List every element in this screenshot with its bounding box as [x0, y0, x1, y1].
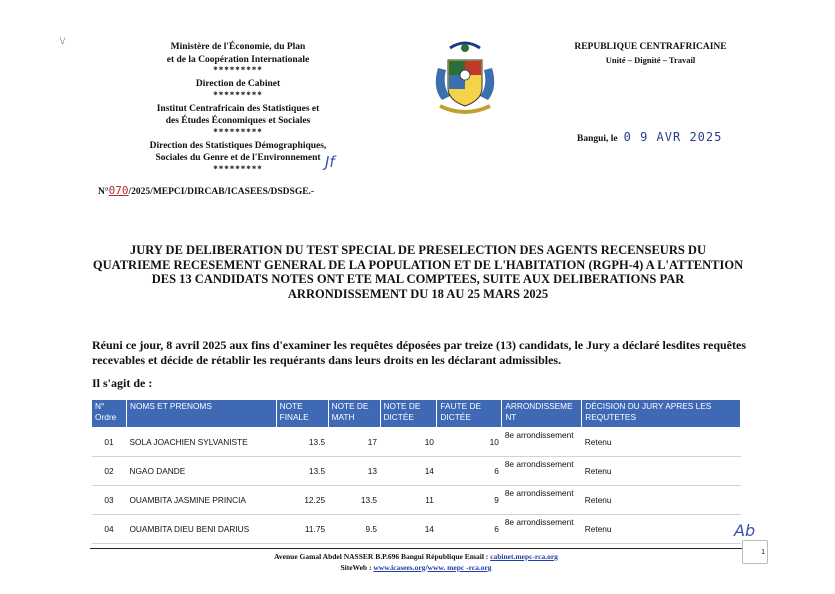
- ministry-header: [118, 41, 358, 174]
- ministry-name-line2: et de la Coopération Internationale: [166, 54, 310, 65]
- footer-address-line: [90, 551, 742, 562]
- institute-name: Institut Centrafricain des Statistiques et: [156, 103, 320, 114]
- district-cell: 8e arrondissement: [502, 515, 582, 544]
- column-header: ARRONDISSEME NT: [502, 400, 582, 428]
- footer-website-label: SiteWeb :: [340, 563, 372, 572]
- column-header: NOTE DE DICTÉE: [380, 400, 437, 428]
- column-header: DÉCISION DU JURY APRES LES REQUTETES: [582, 400, 741, 428]
- page-number: 1: [742, 540, 768, 564]
- separator-stars: *********: [213, 89, 263, 100]
- coat-of-arms-emblem: [430, 38, 500, 118]
- handwritten-date: 0 9 AVR 2025: [623, 130, 723, 144]
- table-header-row: [92, 400, 741, 428]
- order-cell: 03: [92, 486, 127, 515]
- separator-stars: *********: [213, 65, 263, 75]
- column-header: N° Ordre: [92, 400, 127, 428]
- footer-email-link[interactable]: cabinet.mepc-rca.org: [490, 552, 558, 561]
- order-cell: 01: [92, 428, 127, 457]
- column-header: NOMS ET PRENOMS: [126, 400, 276, 428]
- footer-address: Avenue Gamal Abdel NASSER B.P.696 Bangui République Email :: [274, 552, 489, 561]
- district-cell: 8e arrondissement: [502, 457, 582, 486]
- dictation-errors-cell: 9: [437, 486, 502, 515]
- column-header: NOTE FINALE: [276, 400, 328, 428]
- decision-cell: Retenu: [582, 486, 741, 515]
- final-grade-cell: 13.5: [276, 457, 328, 486]
- dictation-errors-cell: 6: [437, 457, 502, 486]
- separator-stars: *********: [213, 126, 263, 137]
- order-cell: 04: [92, 515, 127, 544]
- dictation-errors-cell: 6: [437, 515, 502, 544]
- dictation-grade-cell: 10: [380, 428, 437, 457]
- math-grade-cell: 9.5: [328, 515, 380, 544]
- final-grade-cell: 13.5: [276, 428, 328, 457]
- decision-cell: Retenu: [582, 457, 741, 486]
- reference-number: [98, 184, 314, 197]
- name-cell: NGAO DANDE: [126, 457, 276, 486]
- footer-website-link[interactable]: www.icasees.org: [373, 563, 426, 572]
- district-cell: 8e arrondissement: [502, 428, 582, 457]
- document-footer: [90, 551, 742, 573]
- order-cell: 02: [92, 457, 127, 486]
- reference-suffix: /2025/MEPCI/DIRCAB/ICASEES/DSDSGE.-: [128, 187, 315, 197]
- decision-cell: Retenu: [582, 428, 741, 457]
- republic-motto: Unité – Dignité – Travail: [605, 55, 696, 65]
- dictation-grade-cell: 11: [380, 486, 437, 515]
- math-grade-cell: 13: [328, 457, 380, 486]
- footer-website-line: [90, 562, 742, 573]
- tick-mark: \/: [60, 36, 66, 46]
- table-row: [92, 515, 741, 544]
- date-place: Bangui, le: [577, 134, 618, 144]
- handwritten-initials: Jf: [325, 153, 335, 171]
- direction-name: Direction des Statistiques Démographiques,: [149, 140, 327, 151]
- list-intro: Il s'agit de :: [92, 376, 153, 390]
- dictation-grade-cell: 14: [380, 457, 437, 486]
- decision-cell: Retenu: [582, 515, 741, 544]
- reference-prefix: N°: [98, 187, 109, 197]
- intro-paragraph: Réuni ce jour, 8 avril 2025 aux fins d'examiner les requêtes déposées par treize (13) candidats, le Jury a déclaré lesdites requêtes recevables et décide de rétablir les requérants dans leurs droits en les déclarant admissibles.: [92, 338, 746, 367]
- name-cell: OUAMBITA JASMINE PRINCIA: [126, 486, 276, 515]
- separator-stars: *********: [213, 163, 263, 174]
- column-header: FAUTE DE DICTÉE: [437, 400, 502, 428]
- handwritten-signature: Ab: [734, 521, 756, 540]
- institute-name-line2: des Études Économiques et Sociales: [165, 116, 311, 126]
- republic-header: [558, 41, 743, 67]
- table-row: [92, 486, 741, 515]
- math-grade-cell: 13.5: [328, 486, 380, 515]
- republic-name: REPUBLIQUE CENTRAFRICAINE: [574, 42, 727, 52]
- final-grade-cell: 11.75: [276, 515, 328, 544]
- direction-name-line2: Sociales du Genre et de l'Environnement: [155, 153, 321, 163]
- district-cell: 8e arrondissement: [502, 486, 582, 515]
- name-cell: OUAMBITA DIEU BENI DARIUS: [126, 515, 276, 544]
- dictation-grade-cell: 14: [380, 515, 437, 544]
- date-line: [577, 130, 722, 144]
- footer-divider: [90, 548, 742, 549]
- document-title: JURY DE DELIBERATION DU TEST SPECIAL DE PRESELECTION DES AGENTS RECENSEURS DU QUATRIEME RECESEMENT GENERAL DE LA POPULATION ET DE L'HABITATION (RGPH-4) A L'ATTENTION DES 13 CANDIDATS NOTES ONT ETE MAL COMPTEES, SUITE AUX DELIBERATIONS PAR ARRONDISSEMENT DU 18 AU 25 MARS 2025: [92, 243, 744, 301]
- column-header: NOTE DE MATH: [328, 400, 380, 428]
- final-grade-cell: 12.25: [276, 486, 328, 515]
- table-row: [92, 457, 741, 486]
- reference-handwritten-number: 070: [108, 184, 129, 197]
- name-cell: SOLA JOACHIEN SYLVANISTE: [126, 428, 276, 457]
- footer-website-separator: /: [425, 563, 428, 572]
- table-row: [92, 428, 741, 457]
- footer-website-link[interactable]: www. mepc -rca.org: [427, 563, 492, 572]
- cabinet-name: Direction de Cabinet: [195, 79, 281, 89]
- dictation-errors-cell: 10: [437, 428, 502, 457]
- candidates-table: [91, 399, 741, 544]
- math-grade-cell: 17: [328, 428, 380, 457]
- ministry-name: Ministère de l'Économie, du Plan: [170, 42, 306, 52]
